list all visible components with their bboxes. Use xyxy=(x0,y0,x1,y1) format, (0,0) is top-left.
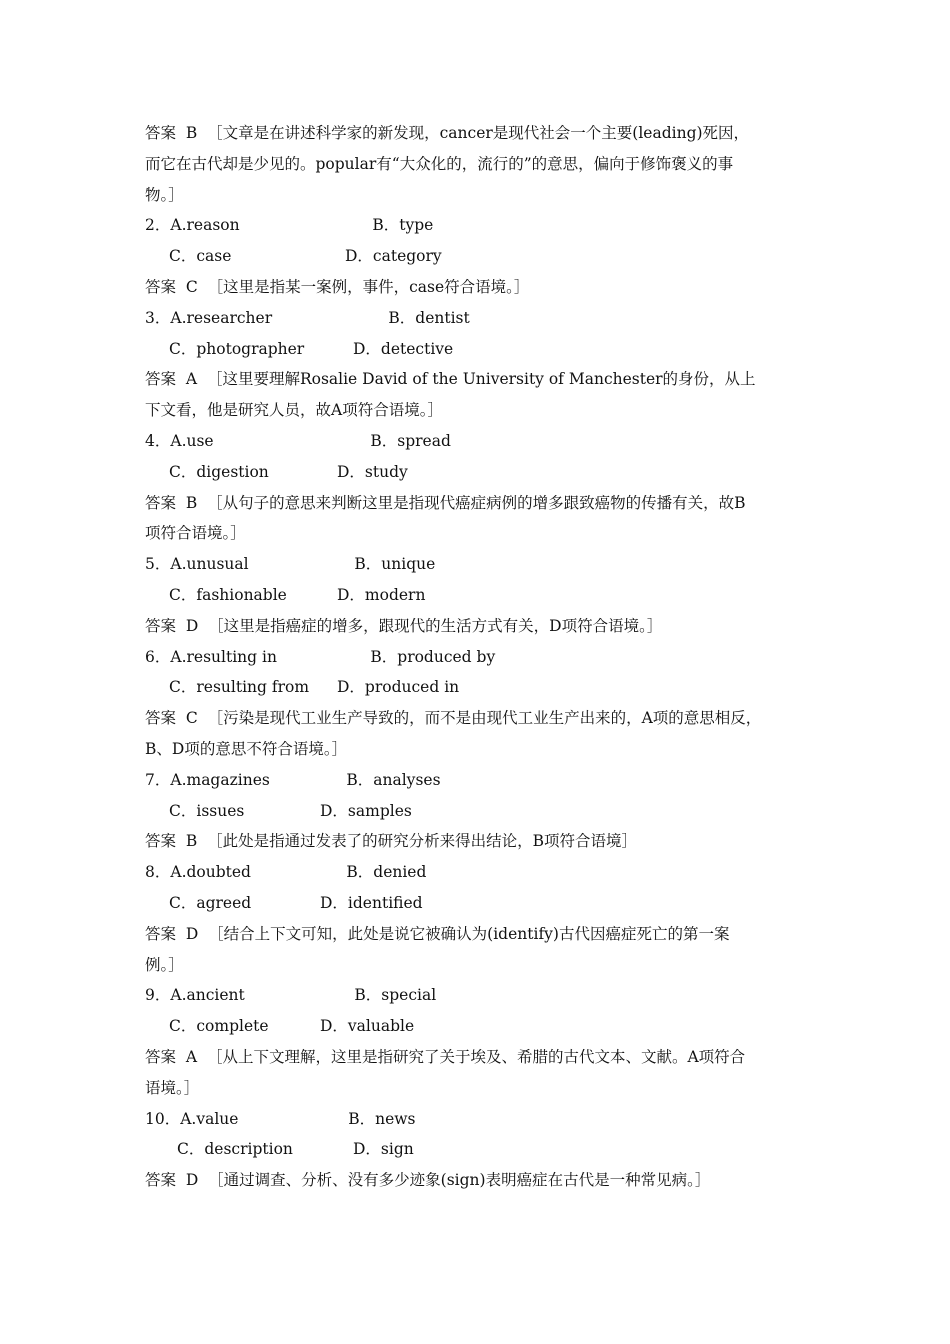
answer-explanation-cont: 下文看，他是研究人员，故A项符合语境。］ xyxy=(145,401,443,420)
question-options-row1 xyxy=(145,765,817,796)
option-a: A.magazines xyxy=(170,770,270,789)
question-number: 6． xyxy=(145,647,171,666)
option-b: B．news xyxy=(348,1109,416,1128)
question-number: 10． xyxy=(145,1109,181,1128)
option-a: A.doubted xyxy=(170,863,251,882)
option-b: B．dentist xyxy=(388,308,470,327)
option-a: A.use xyxy=(170,431,214,450)
question-options-row1 xyxy=(145,426,817,457)
option-a: A.ancient xyxy=(170,986,245,1005)
option-d: D．modern xyxy=(337,585,426,604)
option-d: D．identified xyxy=(320,893,423,912)
question-options-row1 xyxy=(145,857,817,888)
option-c: C．complete xyxy=(169,1017,269,1036)
option-a: A.value xyxy=(180,1109,239,1128)
answer-explanation: ［结合上下文可知，此处是说它被确认为(identify)古代因癌症死亡的第一案 xyxy=(208,924,730,943)
answer-line xyxy=(145,919,817,950)
option-d: D．samples xyxy=(320,801,412,820)
answer-explanation-cont: 语境。］ xyxy=(145,1078,200,1097)
answer-explanation-cont: B、D项的意思不符合语境。］ xyxy=(145,739,348,758)
option-d: D．category xyxy=(345,247,442,266)
question-number: 2． xyxy=(145,216,171,235)
answer-label: 答案 xyxy=(145,709,177,728)
answer-label: 答案 xyxy=(145,493,177,512)
answer-letter: C xyxy=(185,709,198,728)
option-b: B．produced by xyxy=(370,647,496,666)
question-number: 9． xyxy=(145,986,171,1005)
answer-line xyxy=(145,611,817,642)
answer-explanation: ［这里是指某一案例，事件，case符合语境。］ xyxy=(207,277,530,296)
option-a: A.reason xyxy=(170,216,240,235)
option-c: C．issues xyxy=(169,801,245,820)
question-options-row1 xyxy=(145,980,817,1011)
answer-label: 答案 xyxy=(145,1171,177,1190)
answer-letter: D xyxy=(185,616,199,635)
answer-letter: A xyxy=(185,1047,198,1066)
option-a: A.unusual xyxy=(170,555,249,574)
question-options-row2 xyxy=(145,672,817,703)
option-b: B．spread xyxy=(370,431,451,450)
answer-explanation-cont: 项符合语境。］ xyxy=(145,524,246,543)
question-number: 4． xyxy=(145,431,171,450)
answer-explanation: ［这里是指癌症的增多，跟现代的生活方式有关，D项符合语境。］ xyxy=(208,616,663,635)
option-c: C．fashionable xyxy=(169,585,287,604)
answer-label: 答案 xyxy=(145,832,177,851)
answer-explanation: ［通过调查、分析、没有多少迹象(sign)表明癌症在古代是一种常见病。］ xyxy=(208,1171,711,1190)
option-a: A.resulting in xyxy=(170,647,277,666)
answer-label: 答案 xyxy=(145,277,177,296)
answer-explanation-cont: 而它在古代却是少见的。popular有“大众化的，流行的”的意思，偏向于修饰褒义的事 xyxy=(145,154,734,173)
question-options-row2 xyxy=(145,796,817,827)
question-options-row2 xyxy=(145,241,817,272)
option-c: C．case xyxy=(169,247,232,266)
option-b: B．denied xyxy=(346,863,427,882)
option-c: C．agreed xyxy=(169,893,252,912)
option-c: C．description xyxy=(177,1140,293,1159)
option-c: C．photographer xyxy=(169,339,305,358)
answer-label: 答案 xyxy=(145,124,177,142)
answer-letter: A xyxy=(185,370,198,389)
answer-line xyxy=(145,272,817,303)
answer-label: 答案 xyxy=(145,1047,177,1066)
answer-explanation: ［从上下文理解，这里是指研究了关于埃及、希腊的古代文本、文献。A项符合 xyxy=(206,1047,746,1066)
answer-line-q1 xyxy=(145,118,817,149)
answer-letter: D xyxy=(185,924,199,943)
answer-explanation: ［从句子的意思来判断这里是指现代癌症病例的增多跟致癌物的传播有关，故B xyxy=(207,493,746,512)
option-b: B．special xyxy=(354,986,437,1005)
question-options-row1 xyxy=(145,642,817,673)
option-d: D．detective xyxy=(353,339,454,358)
question-number: 5． xyxy=(145,555,171,574)
option-b: B．type xyxy=(372,216,434,235)
option-d: D．sign xyxy=(353,1140,414,1159)
answer-line xyxy=(145,364,817,395)
option-c: C．digestion xyxy=(169,462,269,481)
option-d: D．valuable xyxy=(320,1017,415,1036)
option-d: D．study xyxy=(337,462,408,481)
answer-explanation: ［此处是指通过发表了的研究分析来得出结论，B项符合语境］ xyxy=(207,832,638,851)
option-b: B．analyses xyxy=(346,770,441,789)
answer-key-content xyxy=(145,118,817,1196)
answer-line xyxy=(145,703,817,734)
question-options-row2 xyxy=(145,888,817,919)
answer-explanation: ［这里要理解Rosalie David of the University of Manchester的身份，从上 xyxy=(206,370,756,389)
answer-line xyxy=(145,826,817,857)
question-options-row2 xyxy=(145,1134,817,1165)
question-number: 8． xyxy=(145,863,171,882)
question-options-row2 xyxy=(145,1011,817,1042)
answer-line xyxy=(145,1042,817,1073)
option-a: A.researcher xyxy=(170,308,273,327)
answer-explanation: ［污染是现代工业生产导致的，而不是由现代工业生产出来的，A项的意思相反， xyxy=(207,709,762,728)
question-number: 3． xyxy=(145,308,171,327)
question-options-row1 xyxy=(145,1104,817,1135)
answer-label: 答案 xyxy=(145,616,177,635)
answer-explanation-cont: 例。］ xyxy=(145,955,184,974)
option-c: C．resulting from xyxy=(169,678,310,697)
answer-letter: B xyxy=(185,124,198,142)
question-options-row1 xyxy=(145,303,817,334)
answer-letter: B xyxy=(185,832,198,851)
answer-line xyxy=(145,1165,817,1196)
answer-letter: D xyxy=(185,1171,199,1190)
answer-label: 答案 xyxy=(145,924,177,943)
question-options-row2 xyxy=(145,580,817,611)
question-options-row2 xyxy=(145,457,817,488)
option-b: B．unique xyxy=(354,555,436,574)
question-number: 7． xyxy=(145,770,171,789)
question-options-row2 xyxy=(145,334,817,365)
answer-explanation: ［文章是在讲述科学家的新发现，cancer是现代社会一个主要(leading)死因， xyxy=(207,124,750,142)
answer-label: 答案 xyxy=(145,370,177,389)
answer-letter: B xyxy=(185,493,198,512)
question-options-row1 xyxy=(145,210,817,241)
answer-explanation-cont: 物。］ xyxy=(145,185,184,204)
option-d: D．produced in xyxy=(337,678,460,697)
answer-letter: C xyxy=(185,277,198,296)
answer-line xyxy=(145,488,817,519)
question-options-row1 xyxy=(145,549,817,580)
